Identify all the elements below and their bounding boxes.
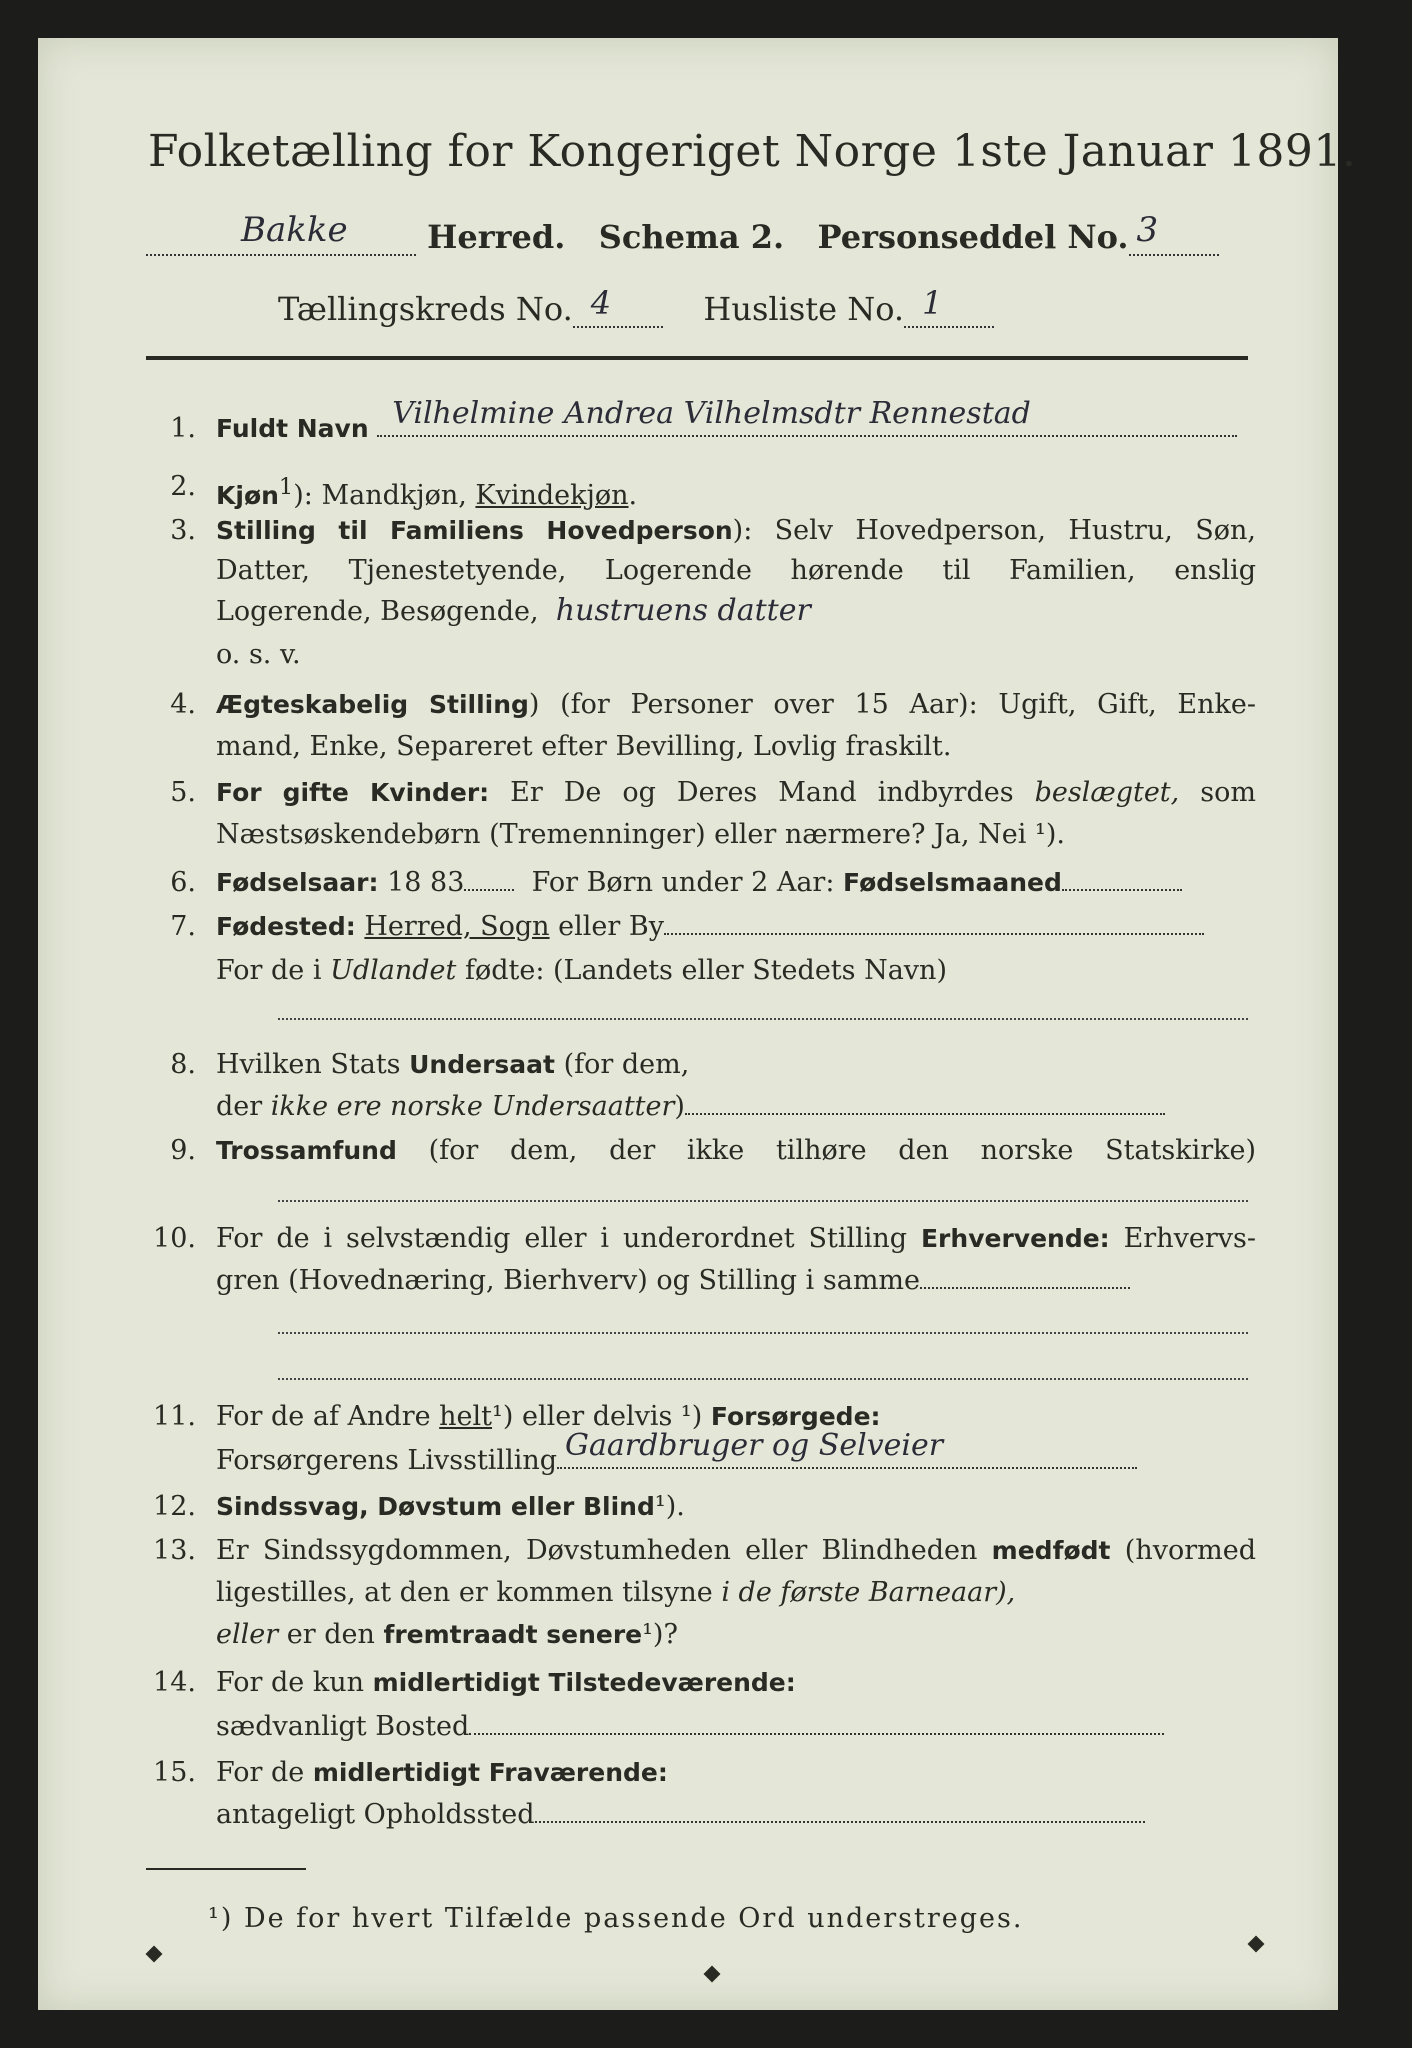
item-number: 11.	[153, 1401, 196, 1432]
item-text	[216, 1532, 1256, 1570]
fodselsaar-label: Fødselsaar:	[216, 868, 379, 897]
item-number: 8.	[170, 1049, 196, 1080]
taellingskreds-label: Tællingskreds No.	[278, 290, 573, 328]
item-text	[216, 864, 1256, 902]
fodested-selected: Herred, Sogn	[364, 911, 550, 942]
gifte-label-b: gifte Kvinder:	[282, 778, 490, 807]
item-number: 12.	[153, 1491, 196, 1522]
eller-italic: eller	[216, 1619, 279, 1650]
stilling-label: Stilling til Familiens Hovedperson	[216, 516, 733, 545]
item-number: 3.	[170, 515, 196, 546]
census-form	[38, 38, 1357, 2010]
forsorget-selected: helt	[439, 1401, 493, 1432]
undersaat-field	[685, 1091, 1165, 1115]
item-text	[216, 1488, 1256, 1526]
livsstilling-field	[557, 1428, 1137, 1469]
udland-italic: Udlandet	[330, 955, 457, 986]
item-text: der ikke ere norske Undersaatter)	[216, 1088, 1256, 1126]
tilstede-text: For de kun	[216, 1667, 364, 1698]
item-number: 2.	[170, 471, 196, 502]
fodselsaar-value: 18 83	[387, 867, 465, 898]
undersaat-label: Undersaat	[409, 1050, 555, 1079]
gifte-text-2: Næstsøskendebørn (Tremenninger) eller nærmere? Ja, Nei ¹).	[216, 819, 1065, 850]
stilling-options: ): Selv Hovedperson, Hustru, Søn,	[732, 515, 1256, 546]
erhverv-label: Erhvervende:	[920, 1224, 1110, 1253]
tilstede-label: midlertidigt Tilstedeværende:	[372, 1668, 796, 1697]
husliste-field	[904, 284, 994, 328]
kjon-end: .	[628, 480, 638, 511]
item-number: 7.	[170, 911, 196, 942]
item-number: 15.	[153, 1757, 196, 1788]
opholdssted-field	[535, 1799, 1145, 1823]
fravaer-text: For de	[216, 1757, 305, 1788]
fodested-options: eller By	[558, 911, 664, 942]
forsorget-options: ¹) eller delvis ¹)	[492, 1401, 703, 1432]
udland-text-end: fødte: (Landets eller Stedets Navn)	[464, 955, 947, 986]
bosted-text: sædvanligt Bosted	[216, 1711, 470, 1742]
fremtraadt-text: er den	[286, 1619, 375, 1650]
herred-field	[146, 210, 416, 256]
sindssvag-label: Sindssvag, Døvstum eller Blind	[216, 1492, 655, 1521]
medfodt-text-end: (hvormed	[1124, 1535, 1256, 1566]
bosted-field	[469, 1711, 1164, 1735]
trossamfund-text: (for dem, der ikke tilhøre den norske Statskirke)	[428, 1135, 1256, 1166]
undersaat-text: Hvilken Stats	[216, 1049, 401, 1080]
taellingskreds-field	[573, 284, 663, 328]
header-rule	[146, 356, 1248, 360]
husliste-label: Husliste No.	[703, 290, 905, 328]
fodested-label: Fødested:	[216, 912, 356, 941]
item-number: 6.	[170, 867, 196, 898]
taellingskreds-line	[278, 284, 1178, 336]
stilling-options-2: Datter, Tjenestetyende, Logerende hørende til Familien, enslig	[216, 555, 1256, 586]
trossamfund-field	[278, 1198, 1248, 1202]
erhverv-text-2: gren (Hovednæring, Bierhverv) og Stilling i samme	[216, 1265, 921, 1296]
item-text	[216, 1754, 1256, 1792]
item-number: 1.	[170, 413, 196, 444]
fuldt-navn-value: Vilhelmine Andrea Vilhelmsdtr Rennestad	[392, 396, 1031, 431]
registration-mark	[704, 1966, 721, 1983]
personseddel-value: 3	[1136, 210, 1159, 250]
item-text	[216, 1708, 1256, 1746]
medfodt-label: medfødt	[991, 1536, 1111, 1565]
item-text	[216, 1428, 1256, 1480]
fuldt-navn-field	[377, 396, 1237, 437]
aegteskab-options-2: mand, Enke, Separeret efter Bevilling, Lovlig fraskilt.	[216, 731, 952, 762]
kjon-label: Kjøn	[216, 481, 279, 510]
kjon-selected: Kvindekjøn	[475, 480, 629, 511]
sindssvag-end: ¹).	[654, 1491, 685, 1522]
medfodt-text: Er Sindssygdommen, Døvstumheden eller Blindheden	[216, 1535, 978, 1566]
registration-mark	[146, 1946, 163, 1963]
fremtraadt-label: fremtraadt senere	[383, 1620, 643, 1649]
livsstilling-value: Gaardbruger og Selveier	[565, 1428, 944, 1463]
item-text	[216, 468, 1256, 515]
footnote-ref: 1	[278, 474, 294, 500]
undersaat-der: der	[216, 1091, 263, 1122]
kjon-options: ): Mandkjøn,	[293, 480, 476, 511]
item-number: 4.	[170, 689, 196, 720]
item-text	[216, 1574, 1256, 1612]
item-number: 5.	[170, 777, 196, 808]
form-title: Folketælling for Kongeriget Norge 1ste Januar 1891.	[148, 126, 1357, 177]
schema-label: Schema 2.	[598, 218, 785, 256]
opholdssted-text: antageligt Opholdssted	[216, 1799, 535, 1830]
gifte-label-a: For	[216, 778, 262, 807]
erhverv-field-2	[278, 1330, 1248, 1334]
udland-field	[278, 1016, 1248, 1020]
item-number: 9.	[170, 1135, 196, 1166]
forsorget-text: For de af Andre	[216, 1401, 431, 1432]
stilling-value: hustruens datter	[555, 593, 811, 628]
erhverv-text-end: Erhvervs-	[1123, 1223, 1256, 1254]
livsstilling-text: Forsørgerens Livsstilling	[216, 1445, 558, 1476]
herred-line	[146, 210, 1256, 264]
stilling-options-3: Logerende, Besøgende,	[216, 596, 539, 627]
item-text	[216, 1796, 1256, 1834]
personseddel-field	[1129, 210, 1219, 256]
footnote: ¹) De for hvert Tilfælde passende Ord understreges.	[208, 1903, 1024, 1934]
fodselsmaaned-field	[1062, 867, 1182, 891]
herred-label: Herred.	[427, 218, 566, 256]
gifte-italic: beslægtet,	[1034, 777, 1180, 808]
erhverv-text: For de i selvstændig eller i underordnet Stilling	[216, 1223, 908, 1254]
fodselsmaaned-text: For Børn under 2 Aar:	[531, 867, 835, 898]
undersaat-text-end: (for dem,	[563, 1049, 690, 1080]
fremtraadt-end: ¹)?	[642, 1619, 678, 1650]
gifte-text-end: som	[1200, 777, 1256, 808]
item-number: 10.	[153, 1223, 196, 1254]
husliste-value: 1	[922, 284, 943, 322]
item-text	[216, 1664, 1256, 1702]
trossamfund-label: Trossamfund	[216, 1136, 397, 1165]
udland-text: For de i	[216, 955, 322, 986]
medfodt-text-2: ligestilles, at den er kommen tilsyne	[216, 1577, 713, 1608]
aegteskab-label: Ægteskabelig Stilling	[216, 690, 529, 719]
item-text	[216, 1132, 1256, 1170]
item-text	[216, 396, 1256, 448]
medfodt-italic: i de første Barneaar),	[721, 1577, 1016, 1608]
item-text	[216, 686, 1256, 724]
item-text	[216, 512, 1256, 550]
footnote-rule	[146, 1868, 306, 1870]
fuldt-navn-label: Fuldt Navn	[216, 414, 369, 443]
erhverv-field	[920, 1265, 1130, 1289]
aegteskab-options: ) (for Personer over 15 Aar): Ugift, Gift, Enke-	[528, 689, 1256, 720]
registration-mark	[1248, 1936, 1265, 1953]
gifte-text: Er De og Deres Mand indbyrdes	[510, 777, 1014, 808]
item-number: 14.	[153, 1667, 196, 1698]
herred-value: Bakke	[241, 210, 348, 250]
fodselsaar-fill	[464, 867, 514, 891]
item-text	[216, 1262, 1256, 1300]
item-text	[216, 952, 1256, 990]
item-text	[216, 774, 1256, 812]
taellingskreds-value: 4	[590, 284, 612, 322]
item-number: 13.	[153, 1535, 196, 1566]
fodselsmaaned-label: Fødselsmaaned	[843, 868, 1062, 897]
item-text	[216, 592, 1256, 631]
fravaer-label: midlertidigt Fraværende:	[312, 1758, 668, 1787]
item-text	[216, 1046, 1256, 1084]
stilling-osv: o. s. v.	[216, 639, 301, 670]
personseddel-label: Personseddel No.	[817, 218, 1129, 256]
fodested-field	[664, 911, 1204, 935]
undersaat-italic: ikke ere norske Undersaatter	[270, 1091, 675, 1122]
item-text	[216, 1616, 1256, 1654]
item-text	[216, 908, 1256, 946]
erhverv-field-3	[278, 1376, 1248, 1380]
item-text	[216, 1220, 1256, 1258]
forsorget-label: Forsørgede:	[710, 1402, 881, 1431]
